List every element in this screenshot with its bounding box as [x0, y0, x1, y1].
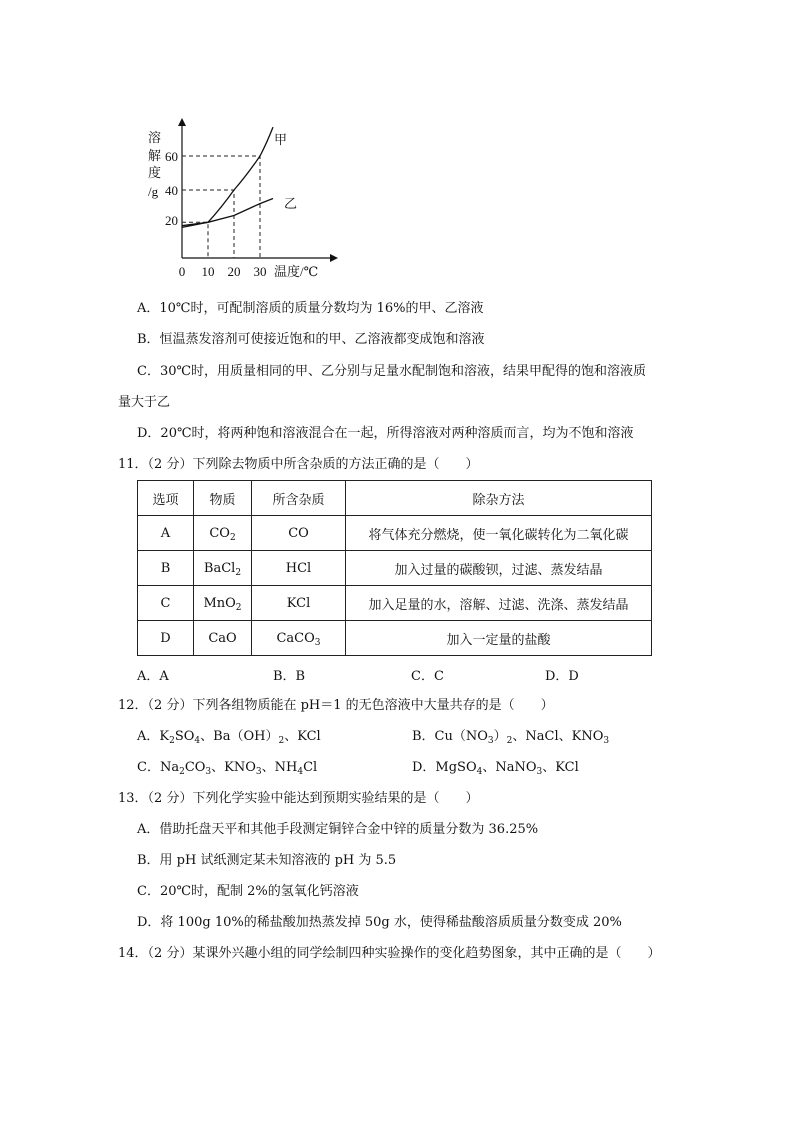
y-tick-label: 40	[165, 183, 178, 198]
cell-substance: $CO_2$	[194, 516, 252, 551]
series-label-yi: 乙	[284, 196, 298, 211]
cell-impurity: KCl	[252, 586, 346, 621]
y-tick-label: 20	[165, 213, 178, 228]
table-row	[138, 621, 652, 656]
chart-axes	[178, 118, 338, 262]
q13-option-b: B．用 pH 试纸测定某未知溶液的 pH 为 5.5	[137, 853, 397, 868]
q11-options-table	[137, 480, 652, 656]
y-axis-arrow	[178, 118, 186, 126]
q12-option-c: C．$Na_2CO_3$、$KNO_3$、$NH_4Cl$	[137, 760, 318, 777]
table-header-row	[138, 481, 652, 516]
q13-option-a: A．借助托盘天平和其他手段测定铜锌合金中锌的质量分数为 36.25%	[137, 822, 539, 837]
cell-impurity: HCl	[252, 551, 346, 586]
header-substance: 物质	[194, 481, 252, 516]
q11-answer-d: D．D	[545, 669, 579, 684]
q10-option-c-line1: C．30℃时，用质量相同的甲、乙分别与足量水配制饱和溶液，结果甲配得的饱和溶液质	[137, 364, 647, 379]
q10-option-d: D．20℃时，将两种饱和溶液混合在一起，所得溶液对两种溶质而言，均为不饱和溶液	[137, 426, 634, 441]
chart-curves	[182, 127, 273, 227]
cell-substance: MnO$_2$	[194, 586, 252, 621]
table-row	[138, 516, 652, 551]
q13-option-c: C．20℃时，配制 2%的氢氧化钙溶液	[137, 884, 359, 899]
table-row	[138, 586, 652, 621]
cell-option: C	[138, 586, 194, 621]
q10-option-a: A．10℃时，可配制溶质的质量分数均为 16%的甲、乙溶液	[137, 301, 484, 316]
cell-method: 加入过量的碳酸钡，过滤、蒸发结晶	[346, 551, 652, 586]
header-impurity: 所含杂质	[252, 481, 346, 516]
y-tick-label: 60	[165, 149, 178, 164]
table-row	[138, 551, 652, 586]
q12-stem: 12．（2 分）下列各组物质能在 pH＝1 的无色溶液中大量共存的是（ ）	[118, 698, 554, 713]
x-axis-arrow	[330, 254, 338, 262]
q11-answer-c: C．C	[411, 669, 444, 684]
solubility-chart	[140, 112, 340, 282]
cell-substance: CaO	[194, 621, 252, 656]
q12-option-b: B．$Cu(NO_3)_2$、NaCl、$KNO_3$	[412, 729, 610, 746]
cell-option: A	[138, 516, 194, 551]
x-tick-label: 0	[178, 264, 186, 279]
header-method: 除杂方法	[346, 481, 652, 516]
y-axis-label-char: 溶	[148, 130, 162, 145]
cell-option: D	[138, 621, 194, 656]
q13-option-d: D．将 100g 10%的稀盐酸加热蒸发掉 50g 水，使得稀盐酸溶质质量分数变成 20%	[137, 915, 622, 930]
cell-method: 加入一定量的盐酸	[346, 621, 652, 656]
x-axis-label: 温度/℃	[274, 264, 319, 279]
q12-option-a: A．$K_2SO_4$、$Ba(OH)_2$、KCl	[137, 729, 321, 746]
q10-option-c-line2: 量大于乙	[118, 395, 171, 410]
y-axis-label-char: /g	[148, 184, 159, 199]
y-axis-label-char: 解	[148, 148, 162, 163]
q11-answer-b: B．B	[273, 669, 306, 684]
cell-method: 将气体充分燃烧，使一氧化碳转化为二氧化碳	[346, 516, 652, 551]
q11-answer-row	[137, 665, 579, 684]
q11-stem: 11．（2 分）下列除去物质中所含杂质的方法正确的是（ ）	[118, 457, 479, 472]
q14-stem: 14．（2 分）某课外兴趣小组的同学绘制四种实验操作的变化趋势图象，其中正确的是（ ）	[118, 946, 661, 961]
series-curve-yi	[182, 199, 273, 226]
cell-method: 加入足量的水，溶解、过滤、洗涤、蒸发结晶	[346, 586, 652, 621]
q13-stem: 13．（2 分）下列化学实验中能达到预期实验结果的是（ ）	[118, 791, 479, 806]
guide-20	[182, 222, 208, 258]
series-label-jia: 甲	[274, 132, 288, 147]
q10-option-b: B．恒温蒸发溶剂可使接近饱和的甲、乙溶液都变成饱和溶液	[137, 332, 485, 347]
x-tick-label: 10	[201, 264, 215, 279]
q11-answer-a: A．A	[137, 669, 169, 684]
cell-impurity: CO	[252, 516, 346, 551]
q12-option-d: D．MgSO$_4$、NaNO$_3$、KCl	[412, 760, 579, 777]
x-tick-label: 20	[227, 264, 241, 279]
chart-labels	[148, 130, 318, 279]
header-option: 选项	[138, 481, 194, 516]
cell-option: B	[138, 551, 194, 586]
x-tick-label: 30	[253, 264, 267, 279]
series-curve-jia	[182, 127, 273, 227]
y-axis-label-char: 度	[148, 165, 162, 180]
cell-impurity: CaCO$_3$	[252, 621, 346, 656]
cell-substance: BaCl$_2$	[194, 551, 252, 586]
